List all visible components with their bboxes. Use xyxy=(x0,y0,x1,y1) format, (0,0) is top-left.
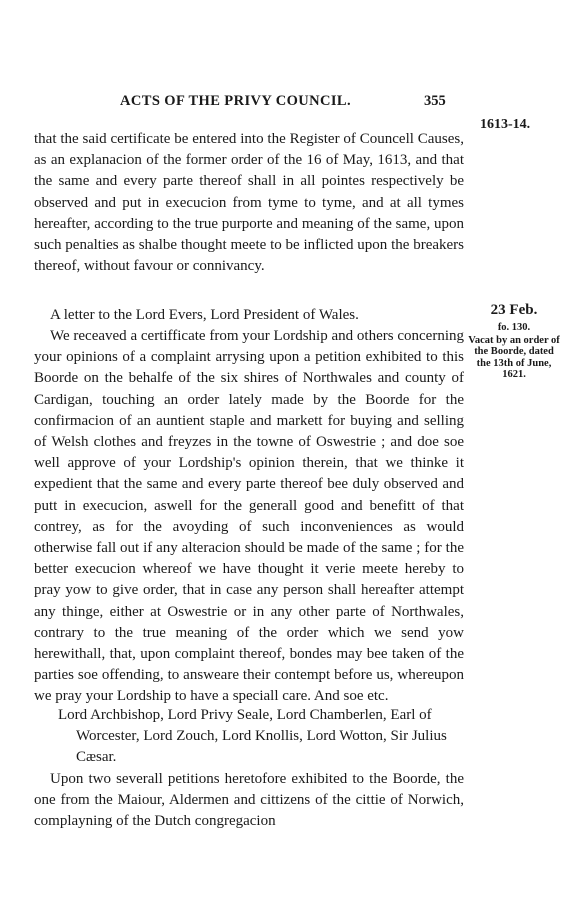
year-marginal-heading: 1613-14. xyxy=(480,117,531,132)
signatories-list: Lord Archbishop, Lord Privy Seale, Lord Chamberlen, Earl of Worcester, Lord Zouch, Lord Knollis, Lord Wotton, Sir Julius Cæsar. xyxy=(58,707,447,766)
body-paragraph-new: Upon two severall petitions heretofore exhibited to the Boorde, the one from the Maiour, Aldermen and cittizens of the cittie of Norwich, complayning of the Dutch congregacion xyxy=(34,771,464,830)
body-paragraph-continued: that the said certificate be entered into the Register of Councell Causes, as an explanacion of the former order of the 16 of May, 1613, and that the same and every parte thereof shall in all pointes respectively be observed and put in execucion from tyme to tyme, and at all tymes hereafter, according to the true purporte and meaning of the same, upon such penalties as shalbe thought meete to be inflicted upon the breakers thereof, without favour or connivancy. xyxy=(34,131,464,275)
margin-vacat-note: Vacat by an order of the Boorde, dated the 13th of June, 1621. xyxy=(468,335,560,381)
page-number: 355 xyxy=(424,93,446,109)
letter-body-paragraph: We receaved a certifficate from your Lordship and others concerning your opinions of a complaint arrysing upon a petition exhibited to this Boorde on the behalfe of the six shires of Northwales and county of Cardigan, touching an order lately made by the Boorde for the confirmacion of an auntient staple and markett for buying and selling of Welsh clothes and freyzes in the towne of Oswestrie ; and doe soe well approve of your Lordship's opinion therein, that we thinke it expedient that the same and every parte thereof bee duly observed and putt in execucion, aswell for the generall good and benefitt of that contrey, as for the avoyding of such inconveniences as would otherwise fall out if any alteracion should be made of the same ; for the better execucion whereof we have thought it verie meete hereby to pray yow to give order, that in case any person shall hereafter attempt any thinge, either at Oswestrie or in any other parte of Northwales, contrary to the true meaning of the order which we send yow herewithall, that, upon complaint thereof, bondes may bee taken of the parties soe offending, to answeare their contempt before us, whereupon we pray your Lordship to have a speciall care. And soe etc. xyxy=(34,328,464,705)
letter-heading: A letter to the Lord Evers, Lord President of Wales. xyxy=(50,307,359,323)
margin-folio: fo. 130. xyxy=(497,322,531,333)
margin-date: 23 Feb. xyxy=(490,302,538,318)
running-title: ACTS OF THE PRIVY COUNCIL. xyxy=(120,93,352,109)
